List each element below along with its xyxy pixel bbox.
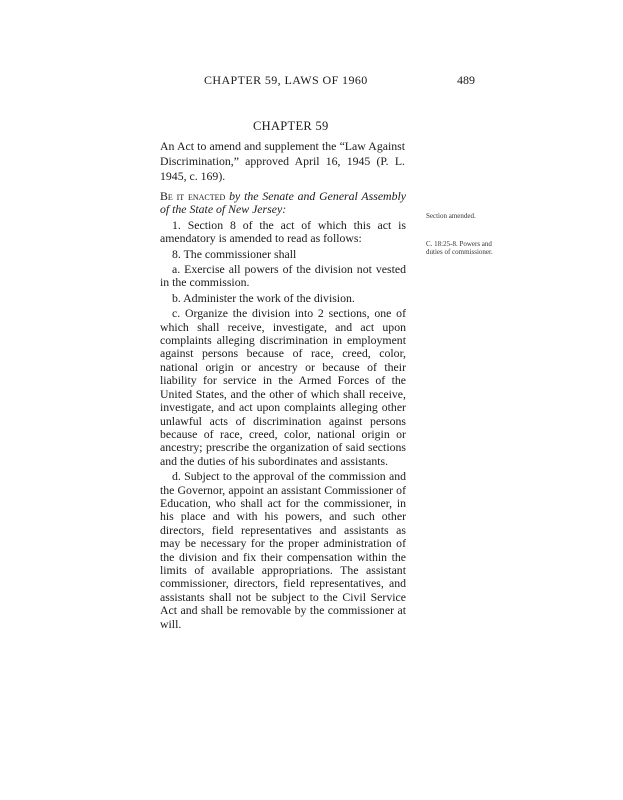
section-8-intro: 8. The commissioner shall (172, 246, 297, 261)
clause-b: b. Administer the work of the division. (172, 290, 355, 305)
act-title: An Act to amend and supplement the “Law Against Discrimination,” approved April 16, 1945 (P. L. 1945, c. 169). (160, 139, 405, 184)
enacting-clause-body: by the Senate and General Assembly of the State of New Jersey: (160, 189, 406, 217)
clause-a: a. Exercise all powers of the division not vested in the commission. (160, 262, 406, 290)
page-number: 489 (457, 73, 475, 87)
clause-d: d. Subject to the approval of the commission and the Governor, appoint an assistant Commissioner of Education, who shall act for the commissioner, in his place and with his powers, and such other directors, field representatives and assistants as may be necessary for the proper administration of the division and fix their compensation within the limits of available appropriations. The assistant commissioner, directors, field representatives, and assistants shall not be subject to the Civil Service Act and shall be removable by the commissioner at will. (160, 469, 406, 631)
running-head: CHAPTER 59, LAWS OF 1960 (204, 73, 368, 87)
margin-note-powers-duties: C. 18:25-8. Powers and duties of commissioner. (426, 240, 493, 256)
enacting-clause (160, 190, 406, 217)
clause-c: c. Organize the division into 2 sections, one of which shall receive, investigate, and act upon complaints alleging discrimination in employment against persons because of race, creed, color, national origin or ancestry or because of their liability for service in the Armed Forces of the United States, and the other of which shall receive, investigate, and act upon complaints alleging other unlawful acts of discrimination against persons because of race, creed, color, national origin or ancestry; prescribe the organization of said sections and the duties of his subordinates and assistants. (160, 306, 406, 468)
main-text (160, 190, 406, 633)
enacting-clause-opening: Be it enacted (160, 189, 226, 203)
chapter-title: CHAPTER 59 (253, 119, 329, 133)
section-1-paragraph: 1. Section 8 of the act of which this act is amendatory is amended to read as follows: (160, 217, 406, 246)
margin-note-section-amended: Section amended. (426, 212, 476, 220)
